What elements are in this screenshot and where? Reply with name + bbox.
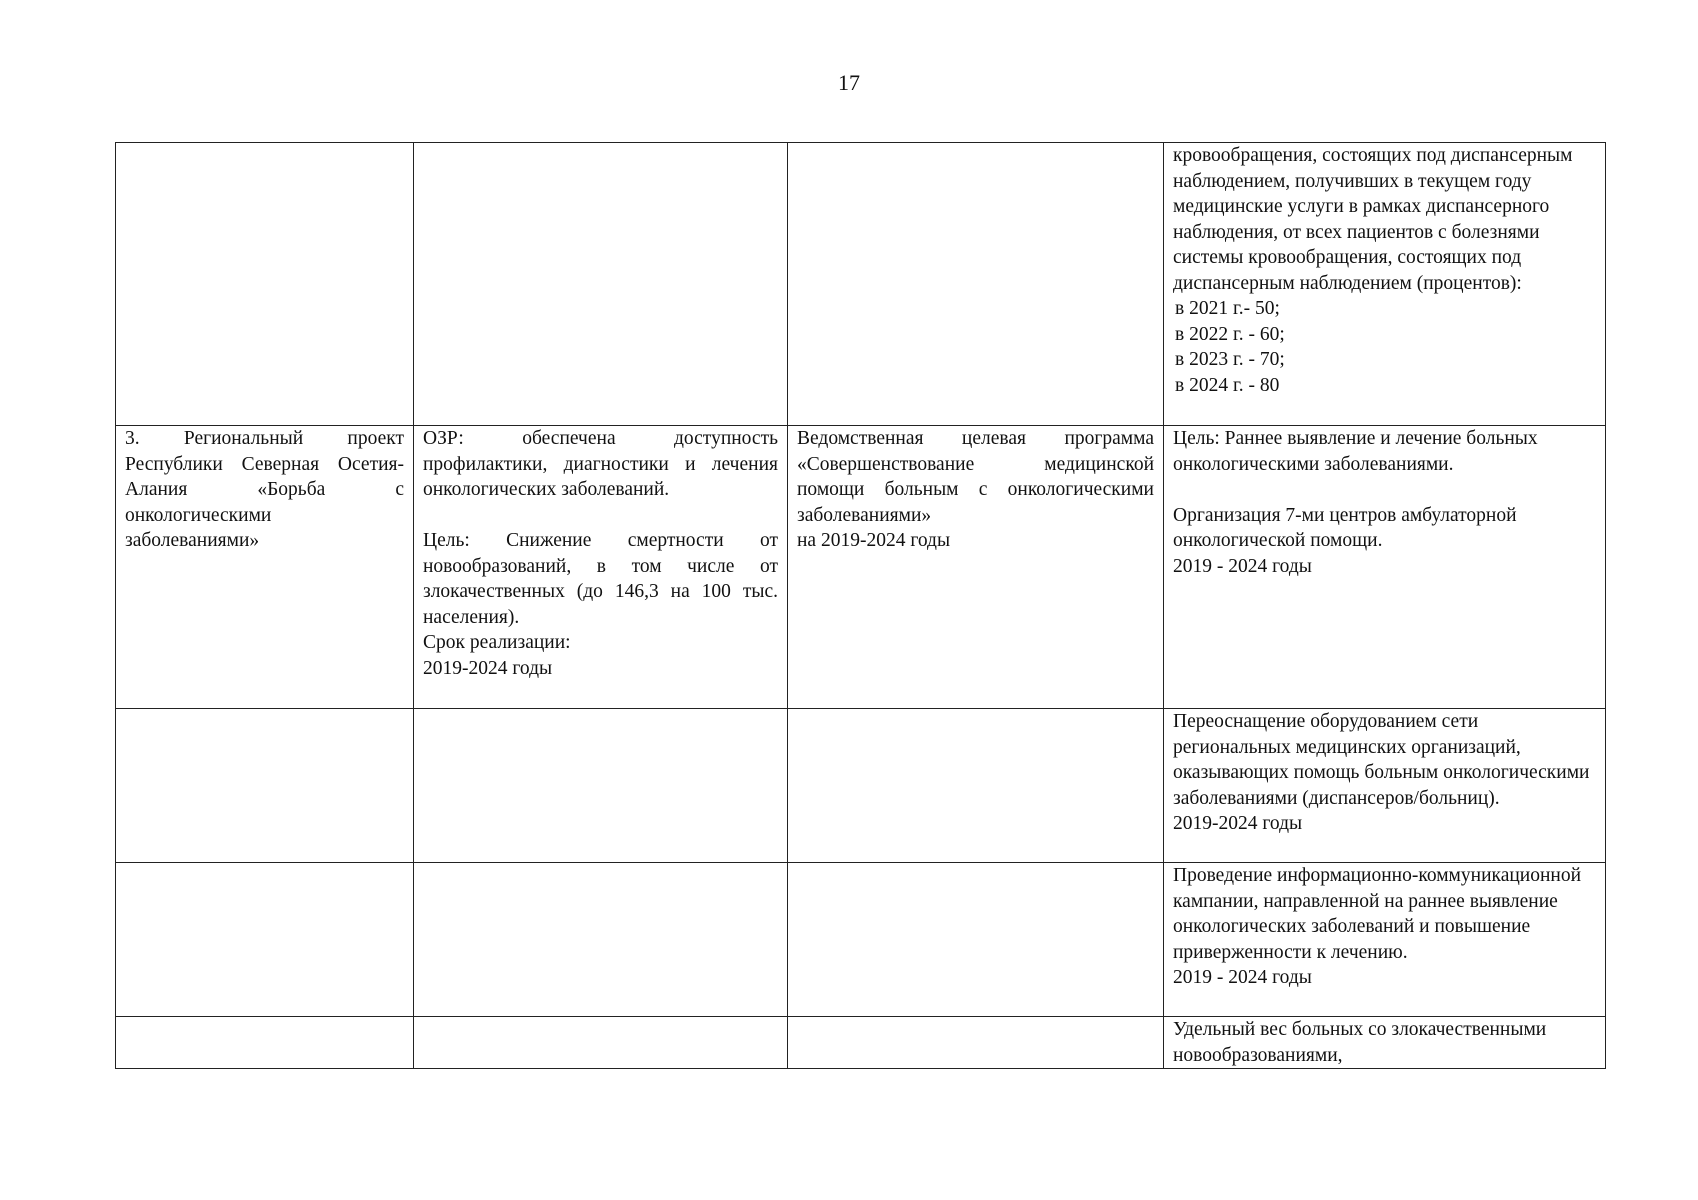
table-cell-project [116, 1017, 414, 1069]
table-cell-goal [414, 863, 788, 1017]
table-cell-indicators [1164, 863, 1606, 1017]
table-row [116, 426, 1606, 709]
table-row [116, 1017, 1606, 1069]
table-cell-goal [414, 143, 788, 426]
indicator-year-2022: в 2022 г. - 60; [1175, 323, 1285, 345]
table-cell-project [116, 143, 414, 426]
table-cell-goal [414, 709, 788, 863]
table-cell-program [788, 863, 1164, 1017]
indicator-text: кровообращения, состоящих под диспансерным наблюдением, получивших в текущем году медицинские услуги в рамках диспансерного наблюдения, от всех пациентов с болезнями системы кровообращения, состоящих под диспансерным наблюдением (процентов): [1173, 145, 1573, 294]
indicator-text: Проведение информационно-коммуникационной кампании, направленной на раннее выявление онкологических заболеваний и повышение приверженности к лечению. [1173, 865, 1582, 963]
table-row [116, 863, 1606, 1017]
table-cell-project [116, 709, 414, 863]
goal-text: Цель: Снижение смертности от новообразований, в том числе от злокачественных (до 146,3 на 100 тыс. населения). [423, 530, 778, 628]
term-value: 2019-2024 годы [423, 657, 553, 679]
table-cell-goal [414, 426, 788, 709]
spacer [423, 503, 778, 529]
program-period: на 2019-2024 годы [797, 530, 951, 551]
spacer [1173, 477, 1596, 503]
indicator-text: Удельный вес больных со злокачественными новообразованиями, [1173, 1019, 1547, 1066]
indicator-period: 2019 - 2024 годы [1173, 967, 1312, 988]
table-cell-project [116, 863, 414, 1017]
table-cell-program [788, 143, 1164, 426]
table-cell-program [788, 1017, 1164, 1069]
table-row [116, 709, 1606, 863]
indicator-period: 2019 - 2024 годы [1173, 555, 1312, 577]
table-cell-indicators [1164, 709, 1606, 863]
indicator-organization: Организация 7-ми центров амбулаторной онкологической помощи. [1173, 504, 1517, 551]
table-cell-program [788, 709, 1164, 863]
term-label: Срок реализации: [423, 632, 571, 653]
indicator-year-2023: в 2023 г. - 70; [1175, 349, 1285, 370]
table-cell-indicators [1164, 1017, 1606, 1069]
table-cell-program [788, 426, 1164, 709]
table-cell-project: 3. Региональный проект Республики Северная Осетия-Алания «Борьба с онкологическими заболеваниями» [116, 426, 414, 709]
table-row [116, 143, 1606, 426]
program-name: Ведомственная целевая программа «Совершенствование медицинской помощи больным с онкологическими заболеваниями» [797, 428, 1154, 526]
indicator-period: 2019-2024 годы [1173, 813, 1303, 834]
indicator-year-2021: в 2021 г.- 50; [1175, 298, 1280, 319]
indicator-text: Переоснащение оборудованием сети региональных медицинских организаций, оказывающих помощь больным онкологическими заболеваниями (диспансеров/больниц). [1173, 711, 1590, 809]
page-number: 17 [838, 70, 860, 95]
table-cell-indicators [1164, 143, 1606, 426]
indicator-goal: Цель: Раннее выявление и лечение больных онкологическими заболеваниями. [1173, 428, 1538, 475]
table-cell-indicators [1164, 426, 1606, 709]
indicator-year-2024: в 2024 г. - 80 [1175, 374, 1280, 396]
measures-table [115, 142, 1606, 1069]
table-cell-goal [414, 1017, 788, 1069]
ozr-text: ОЗР: обеспечена доступность профилактики, диагностики и лечения онкологических заболеваний. [423, 428, 778, 500]
